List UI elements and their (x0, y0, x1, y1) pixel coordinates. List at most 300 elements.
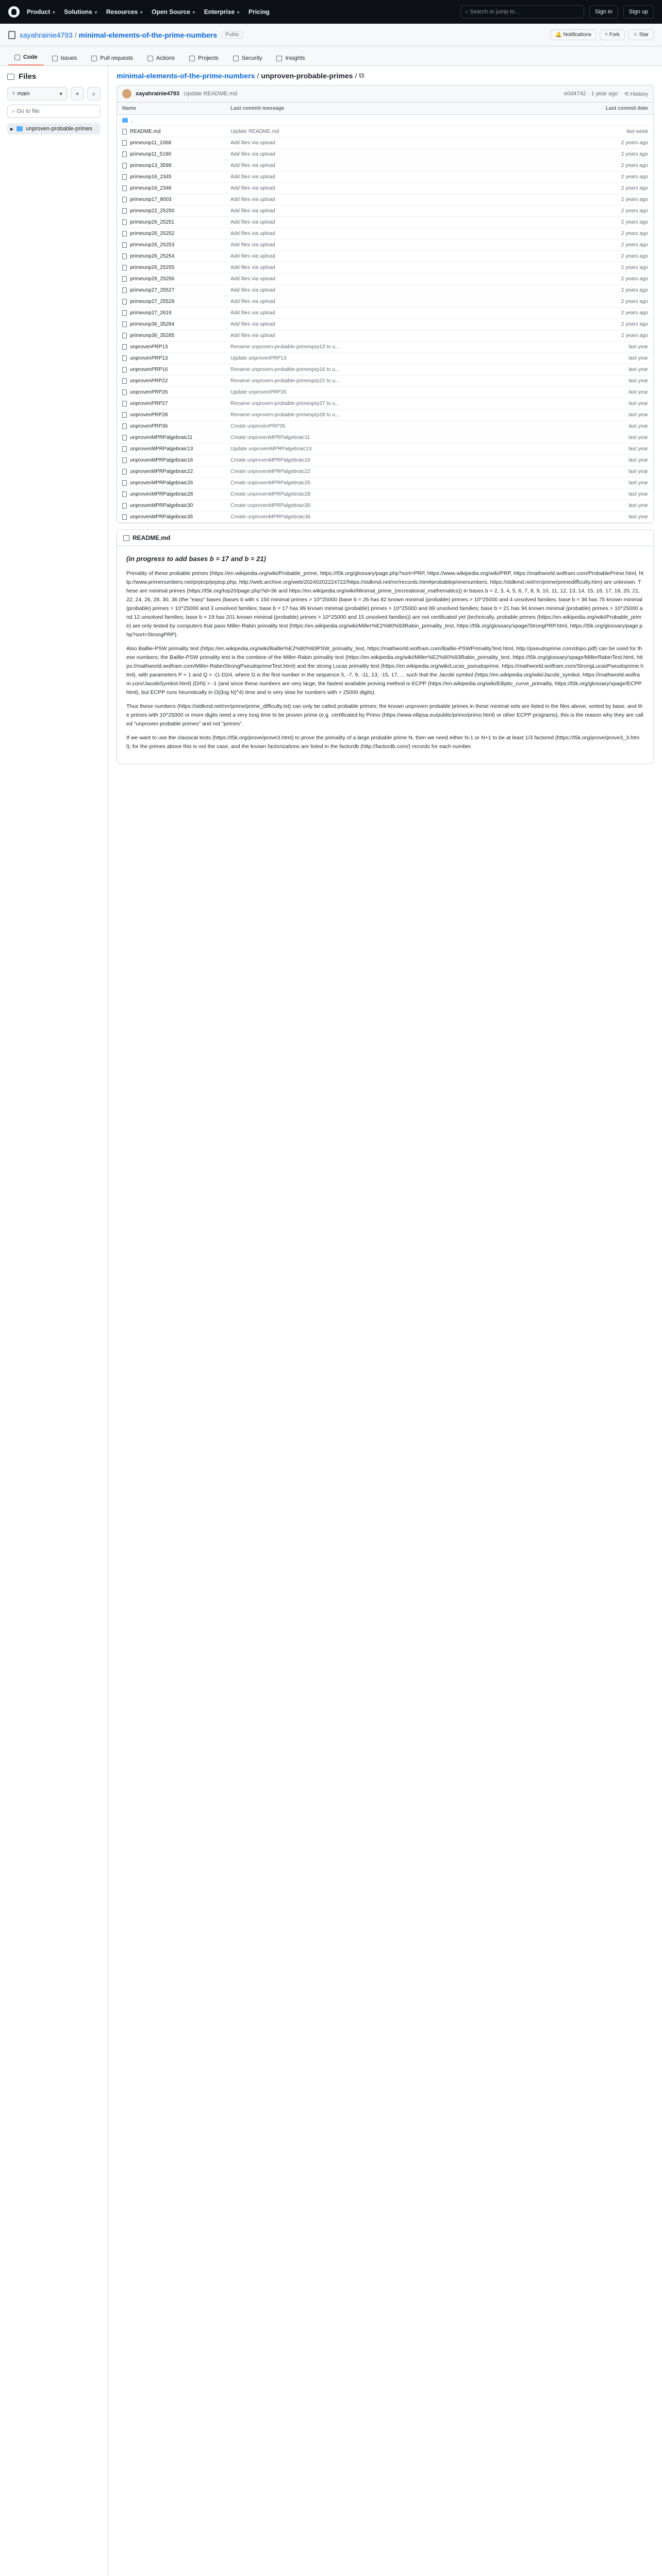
pull-request-icon (91, 56, 97, 61)
file-icon (122, 265, 127, 270)
file-name-label: primeunp27_25527 (130, 287, 175, 293)
file-commit-date: 2 years ago (621, 242, 648, 248)
table-row[interactable] (117, 478, 653, 489)
file-commit-date: last year (628, 367, 648, 372)
file-name-label: unprovenPRP27 (130, 401, 168, 406)
file-name[interactable] (122, 480, 230, 486)
file-name[interactable] (122, 503, 230, 509)
file-commit-message[interactable]: Add files via upload (230, 321, 275, 327)
file-commit-date: 2 years ago (621, 231, 648, 236)
nav-label: Product (27, 8, 51, 15)
history-link[interactable] (624, 91, 648, 97)
file-name[interactable] (122, 219, 230, 225)
folder-icon (122, 118, 128, 123)
plus-icon: + (75, 90, 79, 97)
file-commit-date: 2 years ago (621, 185, 648, 191)
file-name-label: unprovenMPRPalgebraic11 (130, 435, 193, 440)
nav-open-source[interactable] (152, 8, 196, 15)
file-name[interactable] (122, 287, 230, 293)
table-row[interactable] (117, 500, 653, 512)
tab-insights[interactable] (270, 51, 311, 65)
branch-icon: ⑂ (12, 91, 15, 97)
file-commit-date: last year (628, 492, 648, 497)
file-commit-date: last year (628, 378, 648, 384)
table-row[interactable] (117, 330, 653, 342)
nav-enterprise[interactable] (204, 8, 240, 15)
repo-owner-link[interactable]: xayahrainie4793 (20, 30, 73, 39)
search-icon: ⌕ (92, 90, 96, 97)
table-row[interactable] (117, 262, 653, 274)
branch-name: main (17, 91, 30, 97)
branch-selector[interactable] (7, 87, 68, 100)
file-name-label: unprovenPRP16 (130, 367, 168, 372)
file-commit-message[interactable]: Rename unproven-probable-primesprp13 to u... (230, 344, 340, 350)
sidebar-toggle-icon[interactable] (7, 74, 14, 80)
main-content (108, 66, 662, 2576)
file-icon (122, 480, 127, 486)
file-name-label: .. (131, 117, 134, 123)
breadcrumb-separator: / (355, 71, 357, 80)
file-commit-message[interactable]: Create unprovenMPRPalgebraic11 (230, 435, 310, 440)
file-table-header (117, 103, 653, 115)
table-row[interactable] (117, 217, 653, 228)
github-logo-icon[interactable] (8, 6, 20, 18)
file-name[interactable] (122, 435, 230, 440)
play-icon (147, 56, 153, 61)
tab-label: Pull requests (100, 55, 133, 61)
table-row[interactable] (117, 353, 653, 364)
chevron-down-icon: ▼ (59, 91, 63, 96)
file-icon (122, 378, 127, 384)
table-row[interactable] (117, 387, 653, 398)
file-commit-message[interactable]: Update unprovenPRP26 (230, 389, 287, 395)
file-icon (122, 151, 127, 157)
table-row[interactable] (117, 455, 653, 466)
nav-pricing[interactable]: Pricing (249, 8, 270, 15)
table-row[interactable] (117, 512, 653, 523)
file-name[interactable] (122, 140, 230, 146)
tab-issues[interactable] (46, 51, 84, 65)
file-icon (122, 219, 127, 225)
repo-icon (8, 31, 15, 39)
file-commit-message[interactable]: Update README.md (230, 129, 279, 134)
tab-label: Projects (197, 55, 219, 61)
file-name-label: unprovenMPRPalgebraic16 (130, 457, 193, 463)
table-row[interactable] (117, 489, 653, 500)
file-icon (122, 469, 127, 474)
file-commit-date: 2 years ago (621, 197, 648, 202)
shield-icon (233, 56, 239, 61)
breadcrumb-separator: / (257, 71, 259, 80)
table-row[interactable] (117, 194, 653, 206)
file-commit-message[interactable]: Add files via upload (230, 253, 275, 259)
sign-in-link[interactable]: Sign in (589, 5, 618, 19)
readme-paragraph: Thus these numbers (https://stdkmd.net/nrr/prime/prime_difficulty.txt) can only be called probable primes; the known unproven probable primes in these minimal sets are listed in the files above, sorted by base, and the primes with 10^25000 or more digits need a very long time to be proven prime (e.g. certificated by Primo (https://www.ellipsa.eu/public/primo/primo.html) or other ECPP programs), this is the reason why they are called "unproven probable primes" and not "primes". (126, 703, 643, 727)
file-commit-message[interactable]: Create unprovenMPRPalgebraic22 (230, 469, 311, 474)
history-label: History (630, 91, 648, 97)
content-layout (0, 66, 662, 2576)
file-commit-date: last year (628, 514, 648, 520)
nav-product[interactable] (27, 8, 56, 15)
file-name[interactable] (122, 514, 230, 520)
file-name[interactable] (122, 321, 230, 327)
tree-item-label: unproven-probable-primes (26, 126, 93, 132)
file-icon (122, 321, 127, 327)
file-name-label: primeunp27_25528 (130, 299, 175, 304)
chevron-down-icon: ▼ (52, 10, 56, 15)
table-row[interactable] (117, 421, 653, 432)
table-icon (189, 56, 195, 61)
table-row[interactable] (117, 319, 653, 330)
file-icon (122, 174, 127, 180)
file-name-label: primeunp26_25253 (130, 242, 175, 248)
file-commit-date: last year (628, 389, 648, 395)
notifications-button[interactable] (550, 29, 597, 40)
global-header (0, 0, 662, 24)
file-commit-message[interactable]: Add files via upload (230, 208, 275, 214)
table-row[interactable] (117, 251, 653, 262)
readme-paragraph: Primality of these probable primes (https://en.wikipedia.org/wiki/Probable_prime, https://t5k.org/glossary/page.php?sort=PRP, https://www.wikipedia.org/wiki/PRP, https://mathworld.wolfram.com/ProbablePrime.html, http://www.primenumbers.net/prptop/prptop.php, http://web.archive.org/web/20240202224722/https://stdkmd.net/nrr/records.htm#probableprimenumbers, https://stdkmd.net/nrr/prime/primedifficulty.htm) are unknown. These are minimal primes (https://t5k.org/top20/page.php?id=36 and https://en.wikipedia.org/wiki/Minimal_prime_(recreational_mathematics)) in bases b = 2, 3, 4, 5, 6, 7, 8, 9, 10, 11, 12, 13, 14, 15, 16, 17, 18, 20, 21, 22, 24, 26, 28, 30, 36 (the "easy" bases (bases b with ≤ 150 minimal primes > 10^25000 (base b = 26 has 82 known minimal (probable) primes > 10^25000 and 4 unsolved families; base b = 36 has 75 known minimal (probable) primes > 10^25000 and 3 unsolved families; base b = 17 has 99 known minimal (probable) primes > 10^25000 and 89 unsolved families; base b = 21 has 94 known minimal (probable) primes > 10^25000 and 12 unsolved families; base b = 19 has 201 known minimal (probable) primes > 10^25000 and 15 unsolved families)) are not certificated yet (technically, probable primes (https://en.wikipedia.org/wiki/Probable_prime) are only tested by computers that pass Miller-Rabin primality test (https://en.wikipedia.org/wiki/Miller%E2%80%93Rabin_primality_test, https://t5k.org/glossary/xpage/StrongPRP.html, https://t5k.org/glossary/page.php?sort=StrongPRP). (126, 570, 644, 638)
header-commit-message: Last commit message (230, 106, 285, 111)
chevron-right-icon: ▶ (10, 126, 14, 131)
file-name-label: unprovenMPRPalgebraic22 (130, 469, 193, 474)
file-icon (122, 355, 127, 361)
file-commit-date: 2 years ago (621, 321, 648, 327)
header-search-input[interactable] (460, 5, 584, 19)
branch-row (7, 87, 101, 100)
nav-resources[interactable] (106, 8, 143, 15)
file-name[interactable] (122, 423, 230, 429)
readme-header (117, 530, 653, 546)
file-commit-message[interactable]: Add files via upload (230, 242, 275, 248)
file-name[interactable] (122, 117, 230, 123)
file-icon (122, 276, 127, 282)
file-icon (122, 253, 127, 259)
file-name[interactable] (122, 231, 230, 236)
tab-code[interactable] (8, 50, 44, 65)
file-icon (122, 140, 127, 146)
file-table-body (117, 115, 653, 523)
file-commit-date: 2 years ago (621, 265, 648, 270)
file-name-label: unprovenPRP26 (130, 389, 168, 395)
issue-icon (52, 56, 58, 61)
file-name-label: primeunp22_25250 (130, 208, 175, 214)
file-commit-message[interactable]: Create unprovenMPRPalgebraic28 (230, 492, 311, 497)
breadcrumb-repo-link[interactable]: minimal-elements-of-the-prime-numbers (117, 71, 255, 80)
file-name[interactable] (122, 208, 230, 214)
file-name-label: primeunp11_1068 (130, 140, 171, 146)
file-commit-date: last year (628, 355, 648, 361)
file-name[interactable] (122, 389, 230, 395)
file-name-label: primeunp16_2346 (130, 185, 172, 191)
folder-icon (16, 126, 23, 131)
book-icon (123, 535, 129, 541)
file-name-label: README.md (130, 129, 161, 134)
star-button[interactable] (628, 29, 654, 40)
copy-path-icon[interactable]: ⧉ (359, 71, 365, 79)
add-file-button[interactable] (71, 87, 84, 100)
file-commit-message[interactable]: Rename unproven-probable-primesprp28 to u... (230, 412, 340, 418)
file-commit-message[interactable]: Add files via upload (230, 276, 275, 282)
repo-title-bar (0, 24, 662, 46)
file-commit-date: last year (628, 401, 648, 406)
chevron-down-icon: ▼ (236, 10, 241, 15)
file-name[interactable] (122, 355, 230, 361)
code-icon (14, 55, 20, 60)
file-name[interactable] (122, 253, 230, 259)
file-commit-date: 2 years ago (621, 287, 648, 293)
header-commit-date: Last commit date (605, 106, 648, 111)
file-commit-date: 2 years ago (621, 310, 648, 316)
file-icon (122, 492, 127, 497)
file-icon (122, 197, 127, 202)
file-icon (122, 185, 127, 191)
goto-placeholder: Go to file (16, 108, 40, 114)
file-icon (122, 389, 127, 395)
breadcrumb-current-folder: unproven-probable-primes (261, 71, 353, 80)
file-commit-date: last year (628, 344, 648, 350)
file-name[interactable] (122, 276, 230, 282)
tab-pull-requests[interactable] (85, 51, 139, 65)
search-icon: ⌕ (12, 108, 17, 114)
search-icon: ⌕ (465, 8, 470, 15)
notifications-label: Notifications (563, 32, 592, 38)
file-name-label: unprovenMPRPalgebraic36 (130, 514, 193, 520)
file-name-label: unprovenPRP13 (130, 355, 168, 361)
chevron-down-icon: ▼ (139, 10, 144, 15)
table-row[interactable] (117, 466, 653, 478)
chevron-down-icon: ▼ (93, 10, 98, 15)
table-row[interactable] (117, 410, 653, 421)
file-commit-message[interactable]: Add files via upload (230, 287, 275, 293)
readme-heading: (in progress to add bases b = 17 and b = 21) (126, 555, 266, 563)
file-icon (122, 367, 127, 372)
table-row[interactable] (117, 115, 653, 126)
file-commit-message[interactable]: Add files via upload (230, 197, 275, 202)
file-commit-message[interactable]: Create unprovenMPRPalgebraic16 (230, 457, 311, 463)
file-tree-sidebar (0, 66, 108, 2576)
file-commit-date: 2 years ago (621, 140, 648, 146)
file-table (117, 103, 654, 523)
table-row[interactable] (117, 308, 653, 319)
file-icon (122, 446, 127, 452)
file-commit-message[interactable]: Add files via upload (230, 231, 275, 236)
file-name-label: primeunp26_25252 (130, 231, 175, 236)
file-commit-date: 2 years ago (621, 163, 648, 168)
table-row[interactable] (117, 228, 653, 240)
repo-separator: / (74, 30, 77, 39)
table-row[interactable] (117, 149, 653, 160)
file-name-label: unprovenPRP13 (130, 344, 168, 350)
file-name-label: unprovenMPRPalgebraic28 (130, 492, 193, 497)
search-files-button[interactable] (87, 87, 101, 100)
go-to-file-input[interactable] (7, 105, 101, 118)
file-commit-date: 2 years ago (621, 276, 648, 282)
file-name[interactable] (122, 492, 230, 497)
star-label: Star (639, 32, 649, 38)
file-name-label: primeunp26_25251 (130, 219, 175, 225)
table-row[interactable] (117, 172, 653, 183)
file-commit-date: 2 years ago (621, 299, 648, 304)
file-commit-date: last year (628, 423, 648, 429)
chevron-down-icon: ▼ (191, 10, 196, 15)
file-commit-message[interactable]: Rename unproven-probable-primesprp27 to u... (230, 401, 340, 406)
sign-up-button[interactable]: Sign up (623, 5, 654, 19)
table-row[interactable] (117, 432, 653, 444)
file-commit-message[interactable]: Add files via upload (230, 333, 275, 338)
repo-actions (550, 29, 654, 40)
nav-label: Enterprise (204, 8, 235, 15)
file-name[interactable] (122, 185, 230, 191)
file-commit-message[interactable]: Create unprovenMPRPalgebraic30 (230, 503, 311, 509)
file-commit-message[interactable]: Add files via upload (230, 299, 275, 304)
file-name[interactable] (122, 412, 230, 418)
file-commit-date: 2 years ago (621, 151, 648, 157)
file-icon (122, 412, 127, 418)
file-name-label: unprovenMPRPalgebraic26 (130, 480, 193, 486)
file-commit-message[interactable]: Add files via upload (230, 219, 275, 225)
file-commit-date: last year (628, 469, 648, 474)
breadcrumb (117, 71, 654, 80)
nav-label: Resources (106, 8, 138, 15)
table-row[interactable] (117, 160, 653, 172)
file-name[interactable] (122, 265, 230, 270)
file-icon (122, 457, 127, 463)
file-icon (122, 287, 127, 293)
table-row[interactable] (117, 398, 653, 410)
file-commit-date: last year (628, 480, 648, 486)
file-commit-date: 2 years ago (621, 219, 648, 225)
table-row[interactable] (117, 376, 653, 387)
file-commit-date: last year (628, 457, 648, 463)
file-commit-date: last year (628, 435, 648, 440)
table-row[interactable] (117, 342, 653, 353)
file-name-label: primeunp26_25256 (130, 276, 175, 282)
file-name[interactable] (122, 367, 230, 372)
file-commit-message[interactable]: Add files via upload (230, 265, 275, 270)
file-name[interactable] (122, 344, 230, 350)
commit-message[interactable]: Update README.md (184, 91, 237, 97)
graph-icon (276, 56, 282, 61)
file-commit-message[interactable]: Update unprovenMPRPalgebraic13 (230, 446, 312, 452)
table-row[interactable] (117, 444, 653, 455)
fork-icon: ⑂ (605, 32, 609, 38)
file-icon (122, 514, 127, 520)
file-name-label: primeunp36_35285 (130, 333, 175, 338)
file-name-label: primeunp16_2345 (130, 174, 172, 180)
table-row[interactable] (117, 138, 653, 149)
file-commit-message[interactable]: Add files via upload (230, 140, 275, 146)
avatar[interactable] (122, 89, 131, 98)
file-commit-message[interactable]: Create unprovenMPRPalgebraic36 (230, 514, 311, 520)
readme-panel (117, 530, 654, 764)
file-commit-message[interactable]: Add files via upload (230, 185, 275, 191)
star-icon: ☆ (633, 32, 639, 38)
file-name-label: primeunp13_3599 (130, 163, 172, 168)
file-name[interactable] (122, 378, 230, 384)
fork-button[interactable] (600, 29, 625, 40)
table-row[interactable] (117, 240, 653, 251)
file-icon (122, 242, 127, 248)
files-heading (7, 72, 101, 81)
file-icon (122, 344, 127, 350)
readme-title[interactable]: README.md (133, 534, 171, 541)
readme-paragraph: Also Baillie-PSW primality test (https://en.wikipedia.org/wiki/Baillie%E2%80%93PSW_primality_test, https://mathworld.wolfram.com/Baillie-PSWPrimalityTest.html, http://pseudoprime.com/dopo.pdf) can be used for these numbers; the Baillie-PSW primality test is the combine of the Miller-Rabin primality test (https://en.wikipedia.org/wiki/Miller%E2%80%93Rabin_primality_test, https://t5k.org/glossary/xpage/MillerRabinTest.html, https://mathworld.wolfram.com/Miller-RabinStrongPseudoprimeTest.html) and the strong Lucas primality test (https://en.wikipedia.org/wiki/Lucas_pseudoprime, https://mathworld.wolfram.com/StrongLucasPseudoprime.html), with parameters P = 1 and Q = -(1-D)/4, where D is the first number in the sequence 5, -7, 9, -11, 13, -15, 17, ... such that the Jacobi symbol (https://en.wikipedia.org/wiki/Jacobi_symbol, https://mathworld.wolfram.com/JacobiSymbol.html) (D/N) = -1 (and since these numbers are very large, the fastest available proving method is ECPP (https://en.wikipedia.org/wiki/Elliptic_curve_primality, https://t5k.org/glossary/xpage/ECPP.html), but ECPP runs heuristically in O((log N)^4) time and is very slow for numbers with > 25000 digits). (126, 646, 644, 696)
commit-author[interactable]: xayahrainie4793 (136, 91, 180, 97)
file-commit-date: last year (628, 446, 648, 452)
search-placeholder: Search or jump to... (470, 9, 520, 15)
repo-name-link[interactable]: minimal-elements-of-the-prime-numbers (78, 30, 218, 39)
commit-hash[interactable]: e0d4742 · 1 year ago (564, 90, 618, 97)
file-icon (122, 401, 127, 406)
file-name[interactable] (122, 310, 230, 316)
file-commit-message[interactable]: Create unprovenMPRPalgebraic26 (230, 480, 311, 486)
table-row[interactable] (117, 206, 653, 217)
visibility-badge: Public (221, 31, 243, 39)
table-row[interactable] (117, 274, 653, 285)
file-name[interactable] (122, 401, 230, 406)
file-commit-message[interactable]: Rename unproven-probable-primesprp16 to u... (230, 367, 340, 372)
tab-label: Issues (60, 55, 77, 61)
file-name[interactable] (122, 151, 230, 157)
file-name[interactable] (122, 174, 230, 180)
file-commit-date: last year (628, 503, 648, 509)
file-name-label: unprovenMPRPalgebraic30 (130, 503, 193, 509)
file-name[interactable] (122, 163, 230, 168)
nav-label: Open Source (152, 8, 190, 15)
file-commit-message[interactable]: Rename unproven-probable-primesprp22 to u... (230, 378, 340, 384)
table-row[interactable] (117, 183, 653, 194)
file-name-label: primeunp27_2619 (130, 310, 172, 316)
file-name[interactable] (122, 446, 230, 452)
file-name[interactable] (122, 299, 230, 304)
file-commit-message[interactable]: Add files via upload (230, 151, 275, 157)
tab-label: Actions (156, 55, 175, 61)
latest-commit-bar (117, 85, 654, 103)
fork-label: Fork (609, 32, 620, 38)
file-commit-message[interactable]: Update unprovenPRP13 (230, 355, 287, 361)
file-commit-message[interactable]: Create unprovenPRP36 (230, 423, 286, 429)
file-name-label: unprovenPRP22 (130, 378, 168, 384)
tab-projects[interactable] (183, 51, 225, 65)
table-row[interactable] (117, 126, 653, 138)
file-icon (122, 299, 127, 304)
file-name[interactable] (122, 469, 230, 474)
nav-solutions[interactable] (64, 8, 98, 15)
file-commit-message[interactable]: Add files via upload (230, 174, 275, 180)
file-name[interactable] (122, 129, 230, 134)
file-name[interactable] (122, 242, 230, 248)
file-commit-date: last year (628, 412, 648, 418)
tree-item-unproven-probable-primes[interactable] (7, 123, 101, 134)
tab-label: Security (241, 55, 262, 61)
table-row[interactable] (117, 296, 653, 308)
tab-actions[interactable] (141, 51, 181, 65)
file-name-label: primeunp17_8003 (130, 197, 172, 202)
file-commit-message[interactable]: Add files via upload (230, 310, 275, 316)
file-name-label: primeunp26_25254 (130, 253, 175, 259)
table-row[interactable] (117, 364, 653, 376)
tab-security[interactable] (227, 51, 269, 65)
table-row[interactable] (117, 285, 653, 296)
file-name[interactable] (122, 197, 230, 202)
file-name[interactable] (122, 333, 230, 338)
history-icon: ⟲ (624, 91, 631, 97)
file-commit-message[interactable]: Add files via upload (230, 163, 275, 168)
readme-body (117, 546, 653, 764)
file-icon (122, 310, 127, 316)
file-name[interactable] (122, 457, 230, 463)
